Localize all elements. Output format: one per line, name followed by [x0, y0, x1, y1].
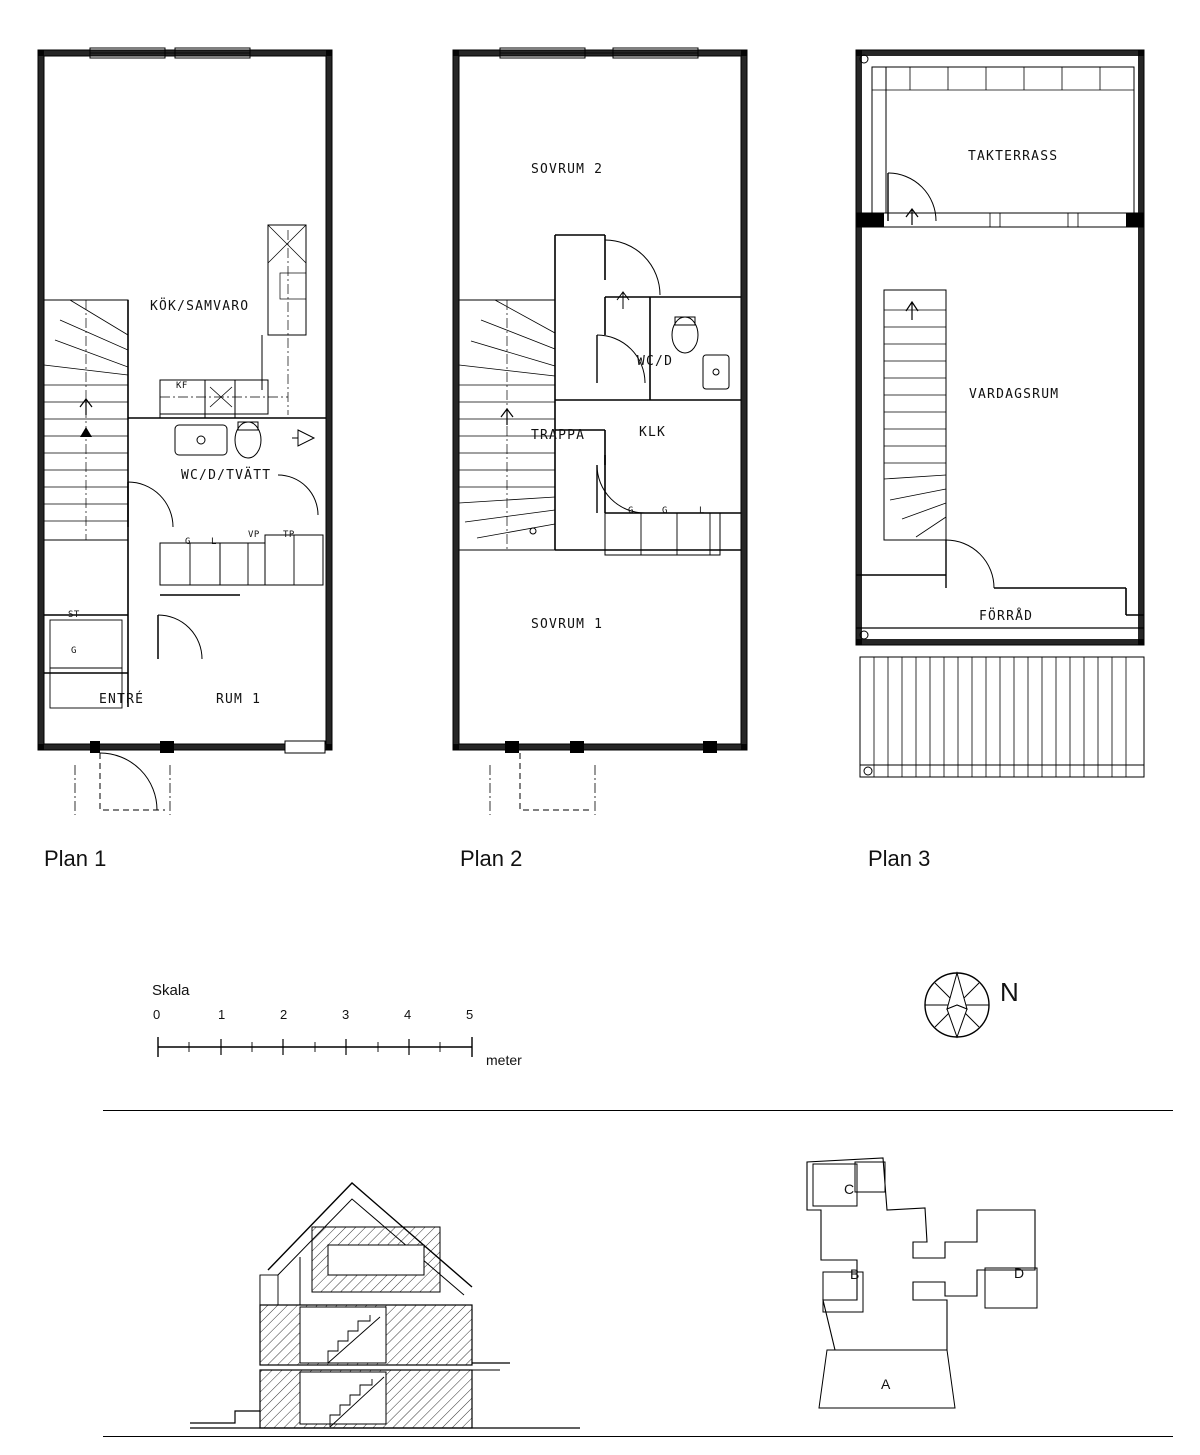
plan-2-room-label: SOVRUM 1 [531, 617, 604, 632]
plan-1-room-label: RUM 1 [216, 692, 262, 707]
plan-1-room-label: WC/D/TVÄTT [181, 468, 272, 483]
site-key-marker: A [881, 1376, 891, 1392]
plan-1-fixture-label: VP [248, 530, 260, 540]
plan-1-fixture-label: G [71, 646, 77, 656]
plan-1-room-label: ENTRÉ [99, 692, 145, 707]
plan-1-drawing [30, 35, 340, 815]
plan-2-room-label: KLK [639, 425, 667, 440]
scale-tick-label: 2 [280, 1007, 288, 1022]
site-key-plan-drawing [795, 1150, 1065, 1425]
site-key-marker: B [850, 1266, 860, 1282]
plan-2-room-label: SOVRUM 2 [531, 162, 604, 177]
plan-2-room-label: WC/D [637, 354, 674, 369]
scale-tick-label: 0 [153, 1007, 161, 1022]
scale-title: Skala [152, 982, 190, 999]
scale-tick-label: 3 [342, 1007, 350, 1022]
scale-tick-label: 5 [466, 1007, 474, 1022]
divider-top [103, 1110, 1173, 1111]
plan-1-fixture-label: ST [68, 610, 80, 620]
site-key-marker: C [844, 1181, 855, 1197]
plan-1-fixture-label: TP [283, 530, 295, 540]
plan-1-fixture-label: G [185, 537, 191, 547]
plan-2-title: Plan 2 [460, 846, 523, 871]
plan-2-fixture-label: G [662, 506, 668, 516]
plan-1-room-label: KÖK/SAMVARO [150, 299, 250, 314]
plan-2-room-label: TRAPPA [531, 428, 586, 443]
plan-2-drawing [445, 35, 755, 815]
plan-1-fixture-label: KF [176, 381, 188, 391]
north-label: N [1000, 977, 1019, 1007]
plan-3-room-label: VARDAGSRUM [969, 387, 1060, 402]
building-section-drawing [180, 1165, 600, 1430]
scale-tick-label: 1 [218, 1007, 226, 1022]
divider-bottom [103, 1436, 1173, 1437]
plan-3-title: Plan 3 [868, 846, 931, 871]
plan-3-room-label: TAKTERRASS [968, 149, 1059, 164]
site-key-marker: D [1014, 1265, 1025, 1281]
plan-2-fixture-label: G [628, 506, 634, 516]
scale-bar [150, 982, 550, 1068]
scale-tick-label: 4 [404, 1007, 412, 1022]
scale-unit-label: meter [486, 1052, 522, 1068]
plan-1-title: Plan 1 [44, 846, 107, 871]
plan-2-fixture-label: L [699, 506, 705, 516]
plan-1-fixture-label: L [211, 537, 217, 547]
plan-3-room-label: FÖRRÅD [979, 609, 1034, 624]
